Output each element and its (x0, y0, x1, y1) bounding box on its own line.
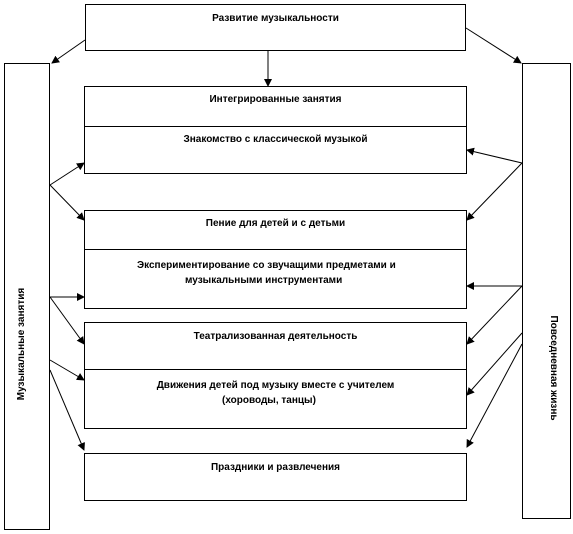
theatre-title: Театрализованная деятельность (193, 331, 358, 342)
holidays-title: Праздники и развлечения (210, 462, 341, 473)
arrow-right-to-holidays (467, 344, 522, 447)
singing-title: Пение для детей и с детьми (205, 218, 346, 229)
right-column (522, 63, 571, 519)
arrow-left-to-holidays (50, 370, 84, 450)
arrow-left-to-theatre (50, 297, 84, 344)
arrow-left-to-movement (50, 360, 84, 380)
singing-divider (85, 249, 466, 250)
arrow-right-to-movement (467, 333, 522, 395)
singing-subtitle-line1: Экспериментирование со звучащими предметами и (137, 260, 396, 271)
top-box-title: Развитие музыкальности (212, 13, 339, 24)
theatre-divider (85, 369, 466, 370)
left-column (4, 63, 50, 530)
integrated-subtitle: Знакомство с классической музыкой (183, 134, 368, 145)
integrated-title: Интегрированные занятия (209, 94, 342, 105)
arrow-left-to-singing (50, 185, 84, 220)
integrated-divider (85, 126, 466, 127)
top-box (85, 4, 466, 51)
singing-block (84, 210, 467, 309)
arrow-right-to-theatre (467, 286, 522, 344)
theatre-subtitle-line1: Движения детей под музыку вместе с учителем (156, 380, 395, 391)
theatre-block (84, 322, 467, 429)
arrow-top-to-right (466, 28, 521, 63)
arrow-right-to-integrated (467, 150, 522, 163)
arrow-top-to-left (52, 40, 85, 63)
singing-subtitle-line2: музыкальными инструментами (185, 275, 343, 286)
left-column-label: Музыкальные занятия (16, 287, 27, 401)
holidays-block (84, 453, 467, 501)
right-column-label: Повседневная жизнь (548, 315, 559, 421)
integrated-block (84, 86, 467, 174)
arrow-right-to-singing (467, 163, 522, 220)
theatre-subtitle-line2: (хороводы, танцы) (222, 395, 316, 406)
arrow-left-to-integrated (50, 163, 84, 185)
